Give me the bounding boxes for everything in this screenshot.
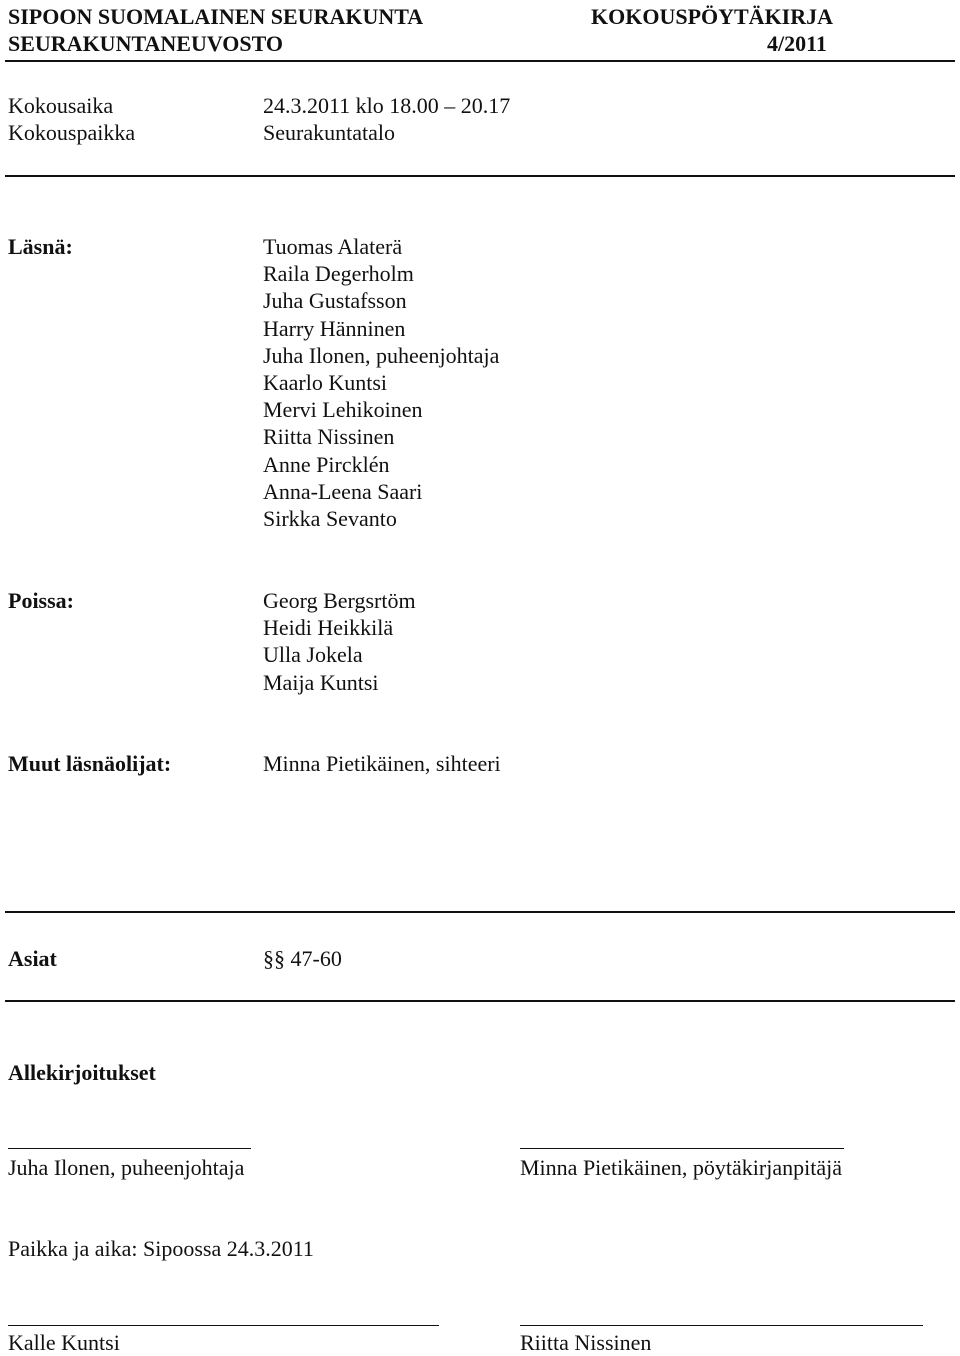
absent-name: Maija Kuntsi <box>263 669 379 695</box>
present-name: Raila Degerholm <box>263 261 414 287</box>
place-date: Paikka ja aika: Sipoossa 24.3.2011 <box>8 1236 314 1261</box>
info-divider <box>5 175 955 177</box>
present-list <box>263 233 499 532</box>
present-label: Läsnä: <box>8 234 73 259</box>
organization-name: SIPOON SUOMALAINEN SEURAKUNTA <box>8 4 424 29</box>
absent-name: Ulla Jokela <box>263 642 363 668</box>
present-name: Kaarlo Kuntsi <box>263 370 388 396</box>
present-name: Sirkka Sevanto <box>263 506 397 532</box>
present-name: Riitta Nissinen <box>263 424 395 450</box>
checker1-signature-line <box>8 1325 439 1326</box>
secretary-name: Minna Pietikäinen, pöytäkirjanpitäjä <box>520 1155 842 1180</box>
present-name: Harry Hänninen <box>263 315 406 341</box>
checker1-name: Kalle Kuntsi <box>8 1330 120 1355</box>
present-name: Tuomas Alaterä <box>263 234 403 259</box>
present-name: Anna-Leena Saari <box>263 478 423 504</box>
absent-label: Poissa: <box>8 588 74 613</box>
present-name: Juha Ilonen, puheenjohtaja <box>263 342 500 368</box>
attendance-divider <box>5 911 955 913</box>
others-label: Muut läsnäolijat: <box>8 751 172 776</box>
document-type: KOKOUSPÖYTÄKIRJA <box>591 4 834 29</box>
chair-name: Juha Ilonen, puheenjohtaja <box>8 1155 245 1180</box>
meeting-place-value: Seurakuntatalo <box>263 120 395 145</box>
meeting-place-label: Kokouspaikka <box>8 120 136 145</box>
council-name: SEURAKUNTANEUVOSTO <box>8 31 284 56</box>
chair-signature-line <box>8 1148 251 1149</box>
items-label: Asiat <box>8 946 57 971</box>
items-divider <box>5 1000 955 1002</box>
others-value: Minna Pietikäinen, sihteeri <box>263 751 501 776</box>
absent-name: Georg Bergsrtöm <box>263 588 416 613</box>
meeting-time-value: 24.3.2011 klo 18.00 – 20.17 <box>263 93 511 118</box>
items-value: §§ 47-60 <box>263 946 342 971</box>
checker2-signature-line <box>520 1325 923 1326</box>
absent-list <box>263 587 416 696</box>
secretary-signature-line <box>520 1148 844 1149</box>
present-name: Mervi Lehikoinen <box>263 397 423 423</box>
meeting-time-label: Kokousaika <box>8 93 114 118</box>
present-name: Juha Gustafsson <box>263 288 407 314</box>
header-divider <box>5 60 955 62</box>
present-name: Anne Pircklén <box>263 451 390 477</box>
protocol-number: 4/2011 <box>767 31 827 56</box>
absent-name: Heidi Heikkilä <box>263 615 394 641</box>
signatures-label: Allekirjoitukset <box>8 1060 156 1085</box>
checker2-name: Riitta Nissinen <box>520 1330 652 1355</box>
